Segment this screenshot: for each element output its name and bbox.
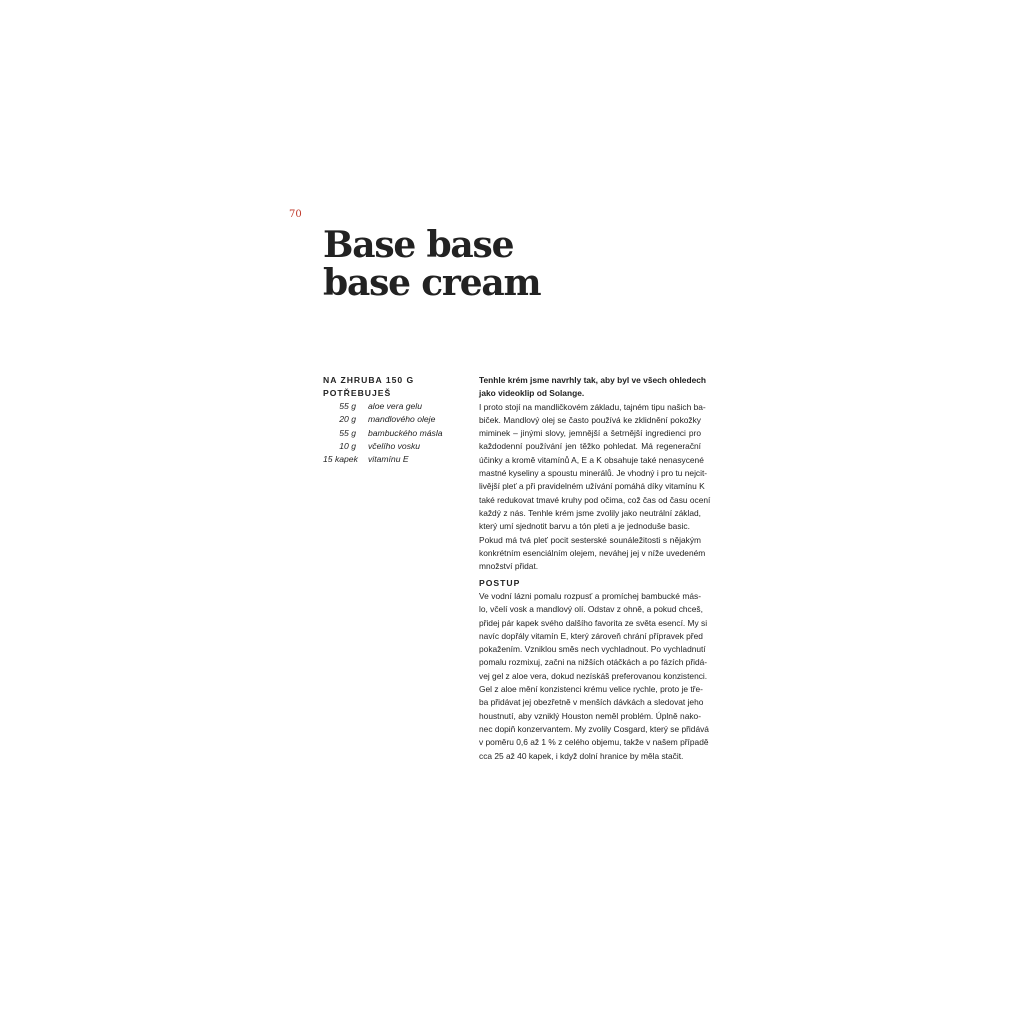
ingredient-quantity: 55 g xyxy=(339,401,356,411)
ingredient-quantity: 10 g xyxy=(339,440,356,451)
text-line: mastné kyseliny a spoustu minerálů. Je vhodný i pro tu nejcit- xyxy=(479,468,708,479)
ingredient-item xyxy=(323,413,453,426)
ingredient-quantity: 20 g xyxy=(339,414,356,425)
ingredient-quantity: 55 g xyxy=(339,427,356,438)
heading-line: NA ZHRUBA 150 G xyxy=(323,375,415,385)
ingredients-list xyxy=(323,374,453,466)
text-line: I proto stojí na mandličkovém základu, tajném tipu našich ba- xyxy=(479,401,706,412)
method-text xyxy=(479,590,709,763)
ingredients-heading xyxy=(323,374,453,400)
title-line: Base base xyxy=(323,224,514,266)
method-heading-block xyxy=(479,577,701,590)
text-line: Pokud má tvá pleť pocit sesterské sounáležitosti s nějakým xyxy=(479,534,701,545)
text-line: lo, včelí vosk a mandlový olí. Odstav z ohně, a pokud chceš, xyxy=(479,604,703,615)
text-line: cca 25 až 40 kapek, i když dolní hranice by měla stačit. xyxy=(479,750,684,761)
title-line: base cream xyxy=(323,262,541,304)
text-line: livější pleť a při pravidelném užívání pomáhá díky vitamínu K xyxy=(479,481,705,492)
ingredient-name: vitamínu E xyxy=(368,454,409,465)
ingredient-item xyxy=(323,400,453,413)
text-line: který umí sjednotit barvu a tón pleti a je jednoduše basic. xyxy=(479,521,690,532)
method-heading: POSTUP xyxy=(479,578,521,588)
page-number: 70 xyxy=(289,209,302,220)
ingredient-item xyxy=(323,427,453,440)
text-line: každý z nás. Tenhle krém jsme zvolily jako neutrální základ, xyxy=(479,507,701,518)
text-line: Gel z aloe mění konzistenci krému velice rychle, proto je tře- xyxy=(479,684,703,695)
method-body xyxy=(479,590,709,763)
text-line: ba přidávat jej obezřetně v menších dávkách a sledovat jeho xyxy=(479,697,704,708)
text-line: pomalu rozmixuj, začni na nižších otáčkách a po fázích přidá- xyxy=(479,657,708,668)
intro-lead xyxy=(479,374,706,401)
recipe-title xyxy=(323,226,540,302)
text-line: houstnutí, aby vzniklý Houston neměl problém. Úplně nako- xyxy=(479,710,701,721)
text-line: přidej pár kapek svého dalšího favorita ze světa esencí. My si xyxy=(479,617,708,628)
text-line: množství přidat. xyxy=(479,561,539,572)
text-line: biček. Mandlový olej se často používá ke zklidnění pokožky xyxy=(479,414,701,425)
intro-body xyxy=(479,401,711,574)
text-line: účinky a kromě vitamínů A, E a K obsahuje také nenasycené xyxy=(479,454,704,465)
text-line: Tenhle krém jsme navrhly tak, aby byl ve všech ohledech xyxy=(479,375,706,385)
text-line: vej gel z aloe vera, dokud nezískáš preferovanou konzistenci. xyxy=(479,670,708,681)
ingredient-name: mandlového oleje xyxy=(368,414,436,425)
ingredient-item xyxy=(323,440,453,453)
ingredient-name: bambuckého másla xyxy=(368,427,443,438)
ingredient-item xyxy=(323,453,453,466)
text-line: konkrétním esenciálním olejem, neváhej jej v níže uvedeném xyxy=(479,547,706,558)
text-line: miminek – jinými slovy, jemnější a šetrnější ingredienci pro xyxy=(479,428,701,439)
text-line: pokažením. Vzniklou směs nech vychladnout. Po vychladnutí xyxy=(479,644,706,655)
ingredient-name: aloe vera gelu xyxy=(368,401,422,411)
text-line: také redukovat tmavé kruhy pod očima, což čas od času ocení xyxy=(479,494,711,505)
text-line: každodenní používání jen těžko pohledat. Má regenerační xyxy=(479,441,701,452)
text-line: navíc dopřály vitamín E, který zároveň chrání přípravek před xyxy=(479,630,703,641)
text-line: nec dopiň konzervantem. My zvolily Cosgard, který se přidává xyxy=(479,723,709,734)
ingredient-name: včelího vosku xyxy=(368,440,421,451)
text-line: v poměru 0,6 až 1 % z celého objemu, takže v našem případě xyxy=(479,737,709,748)
ingredient-quantity: 15 kapek xyxy=(323,454,358,465)
text-line: jako videoklip od Solange. xyxy=(479,388,585,399)
intro-text xyxy=(479,374,711,573)
heading-line: POTŘEBUJEŠ xyxy=(323,388,392,398)
text-line: Ve vodní lázni pomalu rozpusť a promíchej bambucké más- xyxy=(479,591,701,601)
